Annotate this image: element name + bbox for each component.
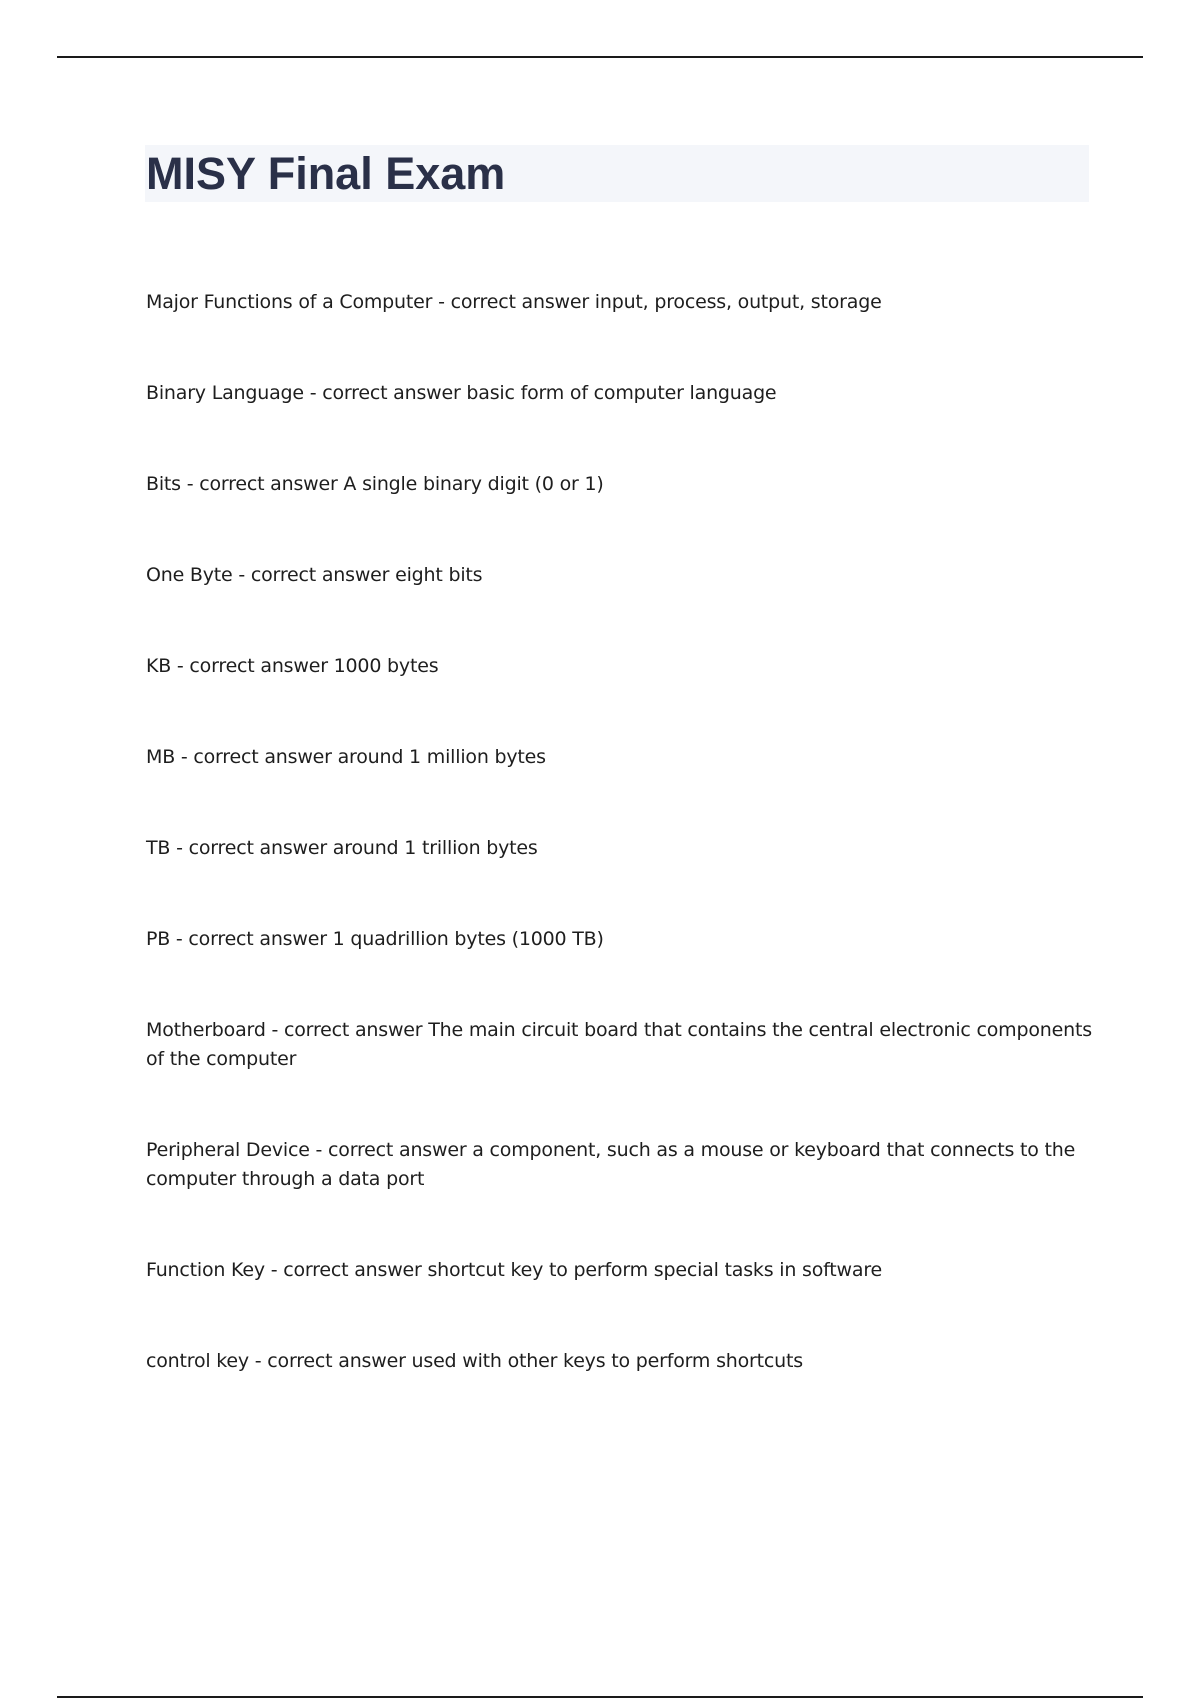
- top-rule: [57, 56, 1143, 58]
- flashcard-entry-major-functions: Major Functions of a Computer - correct answer input, process, output, storage: [146, 291, 882, 313]
- flashcard-entry-mb: MB - correct answer around 1 million bytes: [146, 746, 546, 768]
- flashcard-entry-binary-language: Binary Language - correct answer basic form of computer language: [146, 382, 777, 404]
- flashcard-entry-peripheral-device: Peripheral Device - correct answer a component, such as a mouse or keyboard that connects to the computer through a data port: [146, 1139, 1076, 1190]
- page-title: MISY Final Exam: [146, 148, 506, 199]
- flashcard-entry-tb: TB - correct answer around 1 trillion bytes: [146, 837, 538, 859]
- flashcard-entry-control-key: control key - correct answer used with other keys to perform shortcuts: [146, 1350, 803, 1372]
- bottom-rule: [57, 1696, 1143, 1698]
- flashcard-entry-one-byte: One Byte - correct answer eight bits: [146, 564, 483, 586]
- flashcard-entry-motherboard: Motherboard - correct answer The main circuit board that contains the central electronic components of the computer: [146, 1019, 1092, 1070]
- flashcard-list: [146, 288, 1096, 1438]
- flashcard-entry-function-key: Function Key - correct answer shortcut key to perform special tasks in software: [146, 1259, 883, 1281]
- flashcard-entry-bits: Bits - correct answer A single binary digit (0 or 1): [146, 473, 604, 495]
- flashcard-entry-pb: PB - correct answer 1 quadrillion bytes (1000 TB): [146, 928, 604, 950]
- flashcard-entry-kb: KB - correct answer 1000 bytes: [146, 655, 439, 677]
